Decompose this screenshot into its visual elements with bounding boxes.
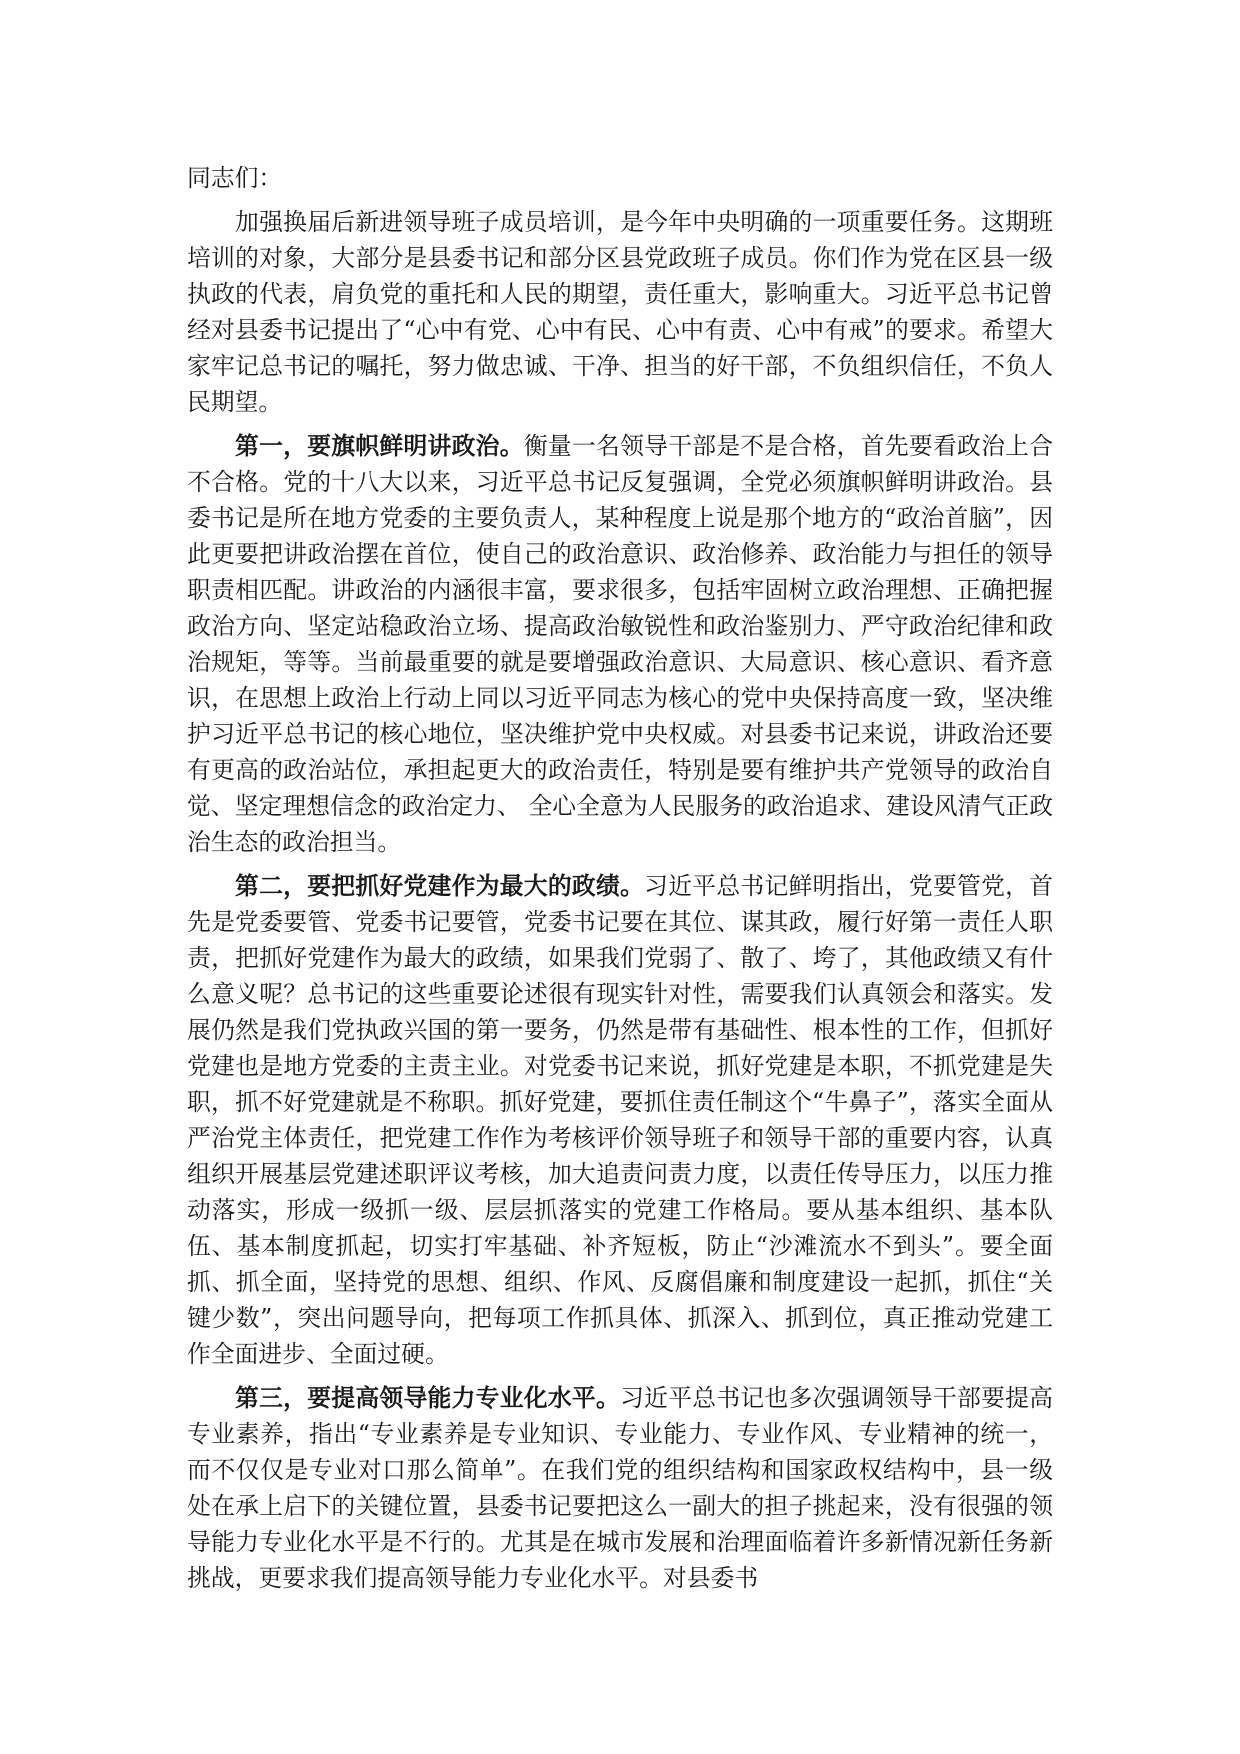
speech-text bbox=[187, 160, 1053, 1604]
paragraph-point-3 bbox=[187, 1380, 1053, 1596]
paragraph-point-2 bbox=[187, 868, 1053, 1372]
paragraph-body: 衡量一名领导干部是不是合格，首先要看政治上合不合格。党的十八大以来，习近平总书记反复强调，全党必须旗帜鲜明讲政治。县委书记是所在地方党委的主要负责人，某种程度上说是那个地方的“政治首脑”，因此更要把讲政治摆在首位，使自己的政治意识、政治修养、政治能力与担任的领导职责相匹配。讲政治的内涵很丰富，要求很多，包括牢固树立政治理想、正确把握政治方向、坚定站稳政治立场、提高政治敏锐性和政治鉴别力、严守政治纪律和政治规矩，等等。当前最重要的就是要增强政治意识、大局意识、核心意识、看齐意识，在思想上政治上行动上同以习近平同志为核心的党中央保持高度一致，坚决维护习近平总书记的核心地位，坚决维护党中央权威。对县委书记来说，讲政治还要有更高的政治站位，承担起更大的政治责任，特别是要有维护共产党领导的政治自觉、坚定理想信念的政治定力、 全心全意为人民服务的政治追求、建设风清气正政治生态的政治担当。 bbox=[187, 432, 1054, 856]
paragraph-point-1 bbox=[187, 428, 1053, 860]
paragraph-heading: 第二，要把抓好党建作为最大的政绩。 bbox=[235, 872, 645, 900]
paragraph-heading: 第三，要提高领导能力专业化水平。 bbox=[235, 1384, 621, 1412]
paragraph-intro bbox=[187, 204, 1053, 420]
paragraph-heading: 第一，要旗帜鲜明讲政治。 bbox=[235, 432, 524, 460]
greeting: 同志们： bbox=[187, 164, 283, 192]
paragraph-body: 习近平总书记鲜明指出，党要管党，首先是党委要管、党委书记要管，党委书记要在其位、谋其政，履行好第一责任人职责，把抓好党建作为最大的政绩，如果我们党弱了、散了、垮了，其他政绩又有什么意义呢？总书记的这些重要论述很有现实针对性，需要我们认真领会和落实。发展仍然是我们党执政兴国的第一要务，仍然是带有基础性、根本性的工作，但抓好党建也是地方党委的主责主业。对党委书记来说，抓好党建是本职，不抓党建是失职，抓不好党建就是不称职。抓好党建，要抓住责任制这个“牛鼻子”，落实全面从严治党主体责任，把党建工作作为考核评价领导班子和领导干部的重要内容，认真组织开展基层党建述职评议考核，加大追责问责力度，以责任传导压力，以压力推动落实，形成一级抓一级、层层抓落实的党建工作格局。要从基本组织、基本队伍、基本制度抓起，切实打牢基础、补齐短板，防止“沙滩流水不到头”。要全面抓、抓全面，坚持党的思想、组织、作风、反腐倡廉和制度建设一起抓，抓住“关键少数”，突出问题导向，把每项工作抓具体、抓深入、抓到位，真正推动党建工作全面进步、全面过硬。 bbox=[187, 872, 1054, 1368]
paragraph-body: 习近平总书记也多次强调领导干部要提高专业素养，指出“专业素养是专业知识、专业能力、专业作风、专业精神的统一，而不仅仅是专业对口那么简单”。在我们党的组织结构和国家政权结构中，县一级处在承上启下的关键位置，县委书记要把这么一副大的担子挑起来，没有很强的领导能力专业化水平是不行的。尤其是在城市发展和治理面临着许多新情况新任务新挑战，更要求我们提高领导能力专业化水平。对县委书 bbox=[187, 1384, 1054, 1592]
paragraph-body: 加强换届后新进领导班子成员培训，是今年中央明确的一项重要任务。这期班培训的对象，大部分是县委书记和部分区县党政班子成员。你们作为党在区县一级执政的代表，肩负党的重托和人民的期望，责任重大，影响重大。习近平总书记曾经对县委书记提出了“心中有党、心中有民、心中有责、心中有戒”的要求。希望大家牢记总书记的嘱托，努力做忠诚、干净、担当的好干部，不负组织信任，不负人民期望。 bbox=[187, 208, 1053, 416]
